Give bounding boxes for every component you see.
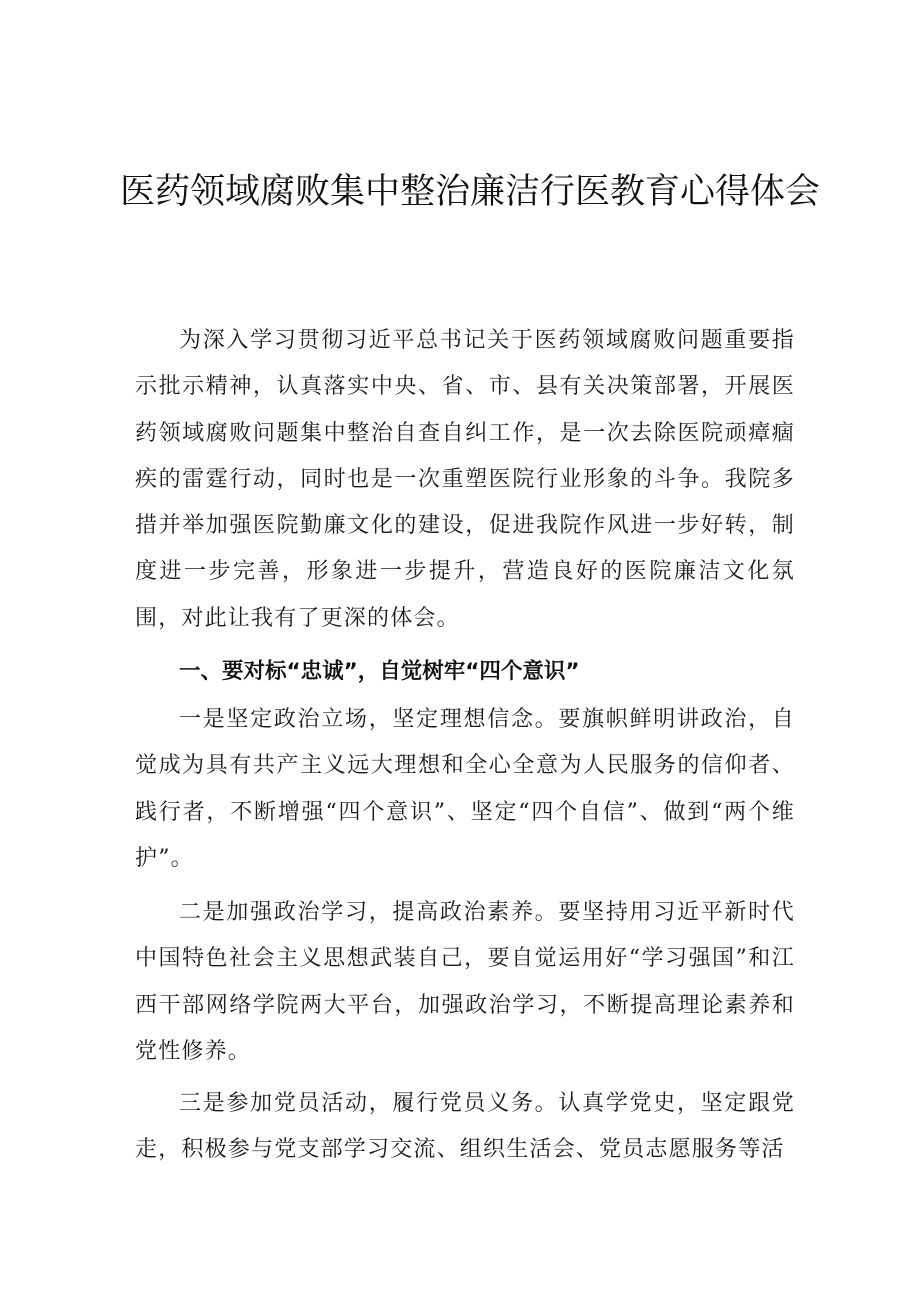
- point-paragraph-2: 二是加强政治学习，提高政治素养。要坚持用习近平新时代中国特色社会主义思想武装自己，要自觉运用好“学习强国”和江西干部网络学院两大平台，加强政治学习，不断提高理论素养和党性修养。: [135, 900, 795, 1064]
- section-heading-1: 一、要对标“忠诚”，自觉树牢“四个意识”: [179, 659, 580, 684]
- intro-paragraph: 为深入学习贯彻习近平总书记关于医药领域腐败问题重要指示批示精神，认真落实中央、省、市、县有关决策部署，开展医药领域腐败问题集中整治自查自纠工作，是一次去除医院顽瘴痼疾的雷霆行动，同时也是一次重塑医院行业形象的斗争。我院多措并举加强医院勤廉文化的建设，促进我院作风进一步好转，制度进一步完善，形象进一步提升，营造良好的医院廉洁文化氛围，对此让我有了更深的体会。: [135, 328, 795, 631]
- point-paragraph-1: 一是坚定政治立场，坚定理想信念。要旗帜鲜明讲政治，自觉成为具有共产主义远大理想和全心全意为人民服务的信仰者、践行者，不断增强“四个意识”、坚定“四个自信”、做到“两个维护”。: [135, 707, 795, 871]
- point-paragraph-3: 三是参加党员活动，履行党员义务。认真学党史，坚定跟党走，积极参与党支部学习交流、组织生活会、党员志愿服务等活: [135, 1091, 795, 1163]
- document-title: 医药领域腐败集中整治廉洁行医教育心得体会: [120, 172, 821, 212]
